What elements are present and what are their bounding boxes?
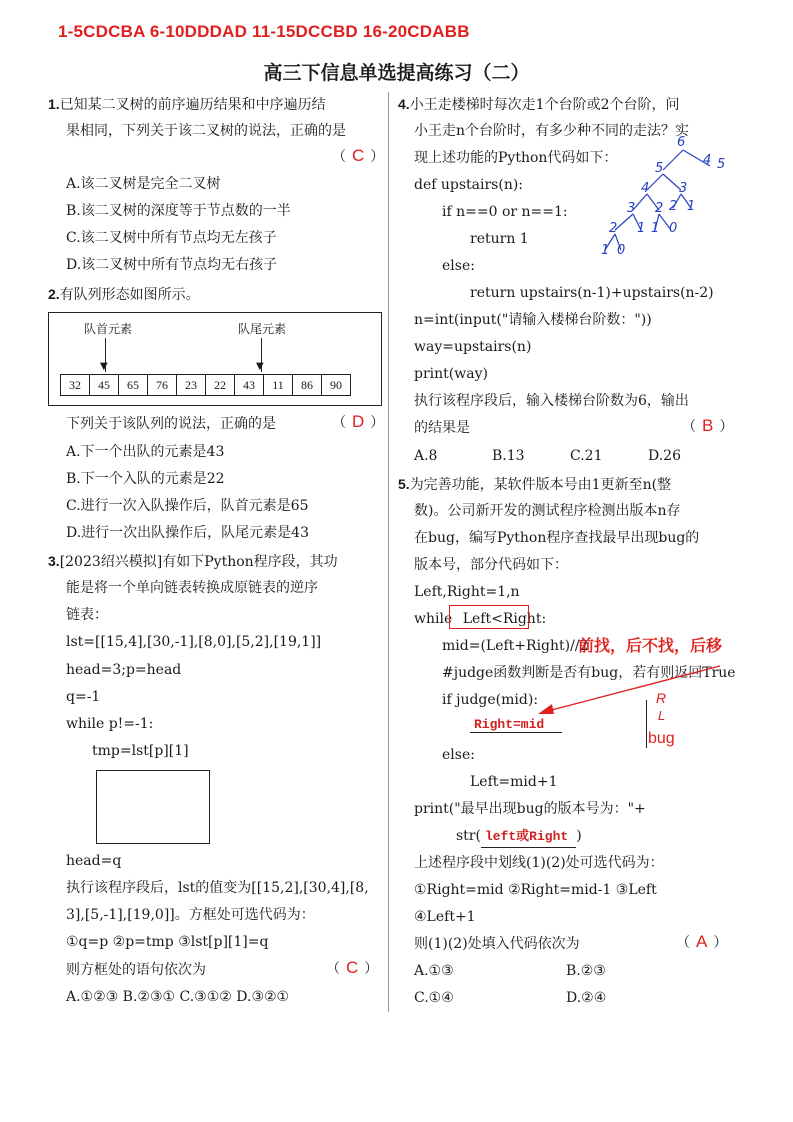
q3-result-line2: 3],[5,-1],[19,0]]。方框处可选代码为： [66,907,315,923]
q4-text: 小王走楼梯时每次走1个台阶或2个台阶，问 [409,97,680,113]
q1-option-c: C.该二叉树中所有节点均无左孩子 [66,230,277,246]
tree-node: 1 [687,199,696,214]
q5-option-d: D.②④ [566,990,607,1006]
q4-number: 4. [398,96,410,112]
q3-stem-line2: 能是将一个单向链表转换成原链表的逆序 [66,580,318,596]
q3-blank-box [96,770,210,844]
tree-node: 2 [669,199,678,214]
q4-option-a: A.8 [414,448,438,464]
q5-code-line: Left=mid+1 [470,774,558,790]
q5-question1: 上述程序段中划线(1)(2)处可选代码为： [414,855,664,871]
tree-edge [615,214,633,230]
q1-option-d: D.该二叉树中所有节点均无右孩子 [66,257,278,273]
queue-cell: 65 [119,375,148,395]
recursion-tree-sketch [585,128,735,278]
tree-edge [663,150,683,170]
q5-while-condition: Left<Right [462,611,542,627]
tree-node: 3 [679,181,688,196]
q5-while-keyword: while [414,611,457,627]
q5-answer: A [696,932,708,951]
q1-stem-line2: 果相同，下列关于该二叉树的说法，正确的是 [66,123,346,139]
queue-tail-label: 队尾元素 [238,322,287,336]
condition-highlight-box [449,605,529,629]
tail-arrow-tip: ▼ [256,361,264,372]
q5-question2: 则(1)(2)处填入代码依次为 [414,936,580,952]
q5-stem-line2: 数)。公司新开发的测试程序检测出版本n存 [414,503,681,519]
tree-node: 2 [609,221,618,236]
q5-note-l: L [658,708,666,723]
q2-text: 有队列形态如图所示。 [59,287,200,303]
queue-cell: 76 [148,375,177,395]
q1-stem-line1 [48,94,326,115]
queue-cells [60,374,351,396]
tree-node: 1 [651,221,660,236]
answer-key: 1-5CDCBA 6-10DDDAD 11-15DCCBD 16-20CDABB [58,22,470,41]
q5-handwritten-note: 前找，后不找，后移 [578,638,723,655]
q4-result-line1: 执行该程序段后，输入楼梯台阶数为6，输出 [414,393,689,409]
q3-question: 则方框处的语句依次为 [66,962,206,978]
q5-option-b: B.②③ [566,963,606,979]
tree-digits [601,135,725,258]
q5-stem-line4: 版本号，部分代码如下： [414,557,568,573]
q5-option-c: C.①④ [414,990,454,1006]
q3-stem-line1 [48,551,338,572]
q5-note-r: R [656,690,667,706]
q4-code-line: print(way) [414,366,488,382]
q2-answer: D [352,412,365,431]
q2-stem [48,284,200,305]
q4-code-line: return upstairs(n-1)+upstairs(n-2) [470,285,714,301]
q3-code-line: q=-1 [66,689,101,705]
q5-side-mark [646,700,647,748]
queue-cell: 45 [90,375,119,395]
q4-code-line: def upstairs(n): [414,177,524,193]
q5-code-str [456,826,582,848]
q1-option-b: B.该二叉树的深度等于节点数的一半 [66,203,291,219]
q3-answer-paren: （ C ） [326,958,379,977]
q3-answer: C [346,958,359,977]
q5-answer-paren: （ A ） [676,932,728,951]
tree-node: 4 [641,181,650,196]
q2-number: 2. [48,286,60,302]
q5-code-line: mid=(Left+Right)//2 [442,638,589,654]
q4-answer-paren: （ B ） [682,416,734,435]
q1-answer: C [352,146,365,165]
tree-node: 6 [677,135,686,150]
q5-str-call: str( [456,828,481,844]
arrow-line [544,666,720,712]
q1-text: 已知某二叉树的前序遍历结果和中序遍历结 [59,97,326,113]
queue-cell: 90 [330,378,342,392]
q4-code-line: n=int(input("请输入楼梯台阶数：")) [414,312,652,328]
tree-node: 0 [617,243,626,258]
q4-answer: B [702,416,714,435]
queue-cell: 23 [177,375,206,395]
q3-code-line: tmp=lst[p][1] [92,743,189,759]
q3-text: [2023绍兴模拟]有如下Python程序段，其功 [59,554,338,570]
q1-number: 1. [48,96,60,112]
annotation-arrow [530,660,730,720]
q4-stem-line3: 现上述功能的Python代码如下： [414,150,618,166]
q3-stem-line3: 链表： [66,607,108,623]
q5-code-line: if judge(mid): [442,692,539,708]
q5-note-bug: bug [648,730,675,747]
tree-node: 4 [703,153,712,168]
q5-stem-line1 [398,474,671,495]
q2-option-a: A.下一个出队的元素是43 [66,444,225,460]
q2-option-b: B.下一个入队的元素是22 [66,471,225,487]
q5-blank-1 [470,713,562,733]
q5-code-line: else: [442,747,475,763]
q3-code-line: lst=[[15,4],[30,-1],[8,0],[5,2],[19,1]] [66,634,322,650]
q2-answer-paren: （ D ） [332,412,385,431]
q3-code-line: head=q [66,853,122,869]
q2-question: 下列关于该队列的说法，正确的是 [66,416,276,432]
column-divider [388,92,389,1012]
tree-node: 2 [655,201,664,216]
q4-option-b: B.13 [492,448,525,464]
q3-choices: ①q=p ②p=tmp ③lst[p][1]=q [66,934,269,950]
queue-cell: 32 [61,375,90,395]
q5-code-line: #judge函数判断是否有bug，若有则返回True [442,665,736,681]
tree-node: 3 [627,201,636,216]
q4-code-line: way=upstairs(n) [414,339,532,355]
q5-while-colon: : [541,611,547,627]
q5-code-line: print("最早出现bug的版本号为："+ [414,801,646,817]
q5-stem-line3: 在bug，编写Python程序查找最早出现bug的 [414,530,700,546]
q4-stem-line1 [398,94,680,115]
tree-node: 5 [655,161,664,176]
q3-number: 3. [48,553,60,569]
q4-result-line2: 的结果是 [414,420,470,436]
queue-cell: 86 [293,375,322,395]
q5-text: 为完善功能，某软件版本号由1更新至n(整 [409,477,672,493]
queue-cell: 11 [264,375,293,395]
q5-str-close: ) [576,828,582,844]
q4-stem-line2: 小王走n个台阶时，有多少种不同的走法？实 [414,123,690,139]
tree-edge [647,174,663,190]
head-arrow-tip: ▼ [100,361,108,372]
tree-node: 1 [601,243,610,258]
queue-cell: 22 [206,375,235,395]
q3-code-line: while p!=-1: [66,716,154,732]
q2-option-c: C.进行一次入队操作后，队首元素是65 [66,498,309,514]
queue-cell: 43 [235,375,264,395]
q5-number: 5. [398,476,410,492]
q4-option-d: D.26 [648,448,681,464]
q4-code-line: if n==0 or n==1: [442,204,568,220]
q3-code-line: head=3;p=head [66,662,182,678]
q4-option-c: C.21 [570,448,603,464]
q1-answer-paren: （ C ） [332,146,385,165]
tree-node: 1 [637,221,646,236]
tree-node: 5 [717,157,726,172]
q3-result-line1: 执行该程序段后，lst的值变为[[15,2],[30,4],[8, [66,880,369,896]
q5-fill-1: Right=mid [470,717,562,733]
q5-choices-line1: ①Right=mid ②Right=mid-1 ③Left [414,882,657,898]
q5-fill-2: left或Right [481,827,576,848]
queue-head-label: 队首元素 [84,322,133,336]
q4-code-line: return 1 [470,231,529,247]
q5-option-a: A.①③ [414,963,454,979]
q5-choices-line2: ④Left+1 [414,909,476,925]
q4-code-line: else: [442,258,475,274]
q5-code-line: Left,Right=1,n [414,584,520,600]
q3-options: A.①②③ B.②③① C.③①② D.③②① [66,989,290,1005]
q1-option-a: A.该二叉树是完全二叉树 [66,176,221,192]
q2-option-d: D.进行一次出队操作后，队尾元素是43 [66,525,309,541]
page-title: 高三下信息单选提高练习（二） [263,62,530,84]
tree-node: 0 [669,221,678,236]
